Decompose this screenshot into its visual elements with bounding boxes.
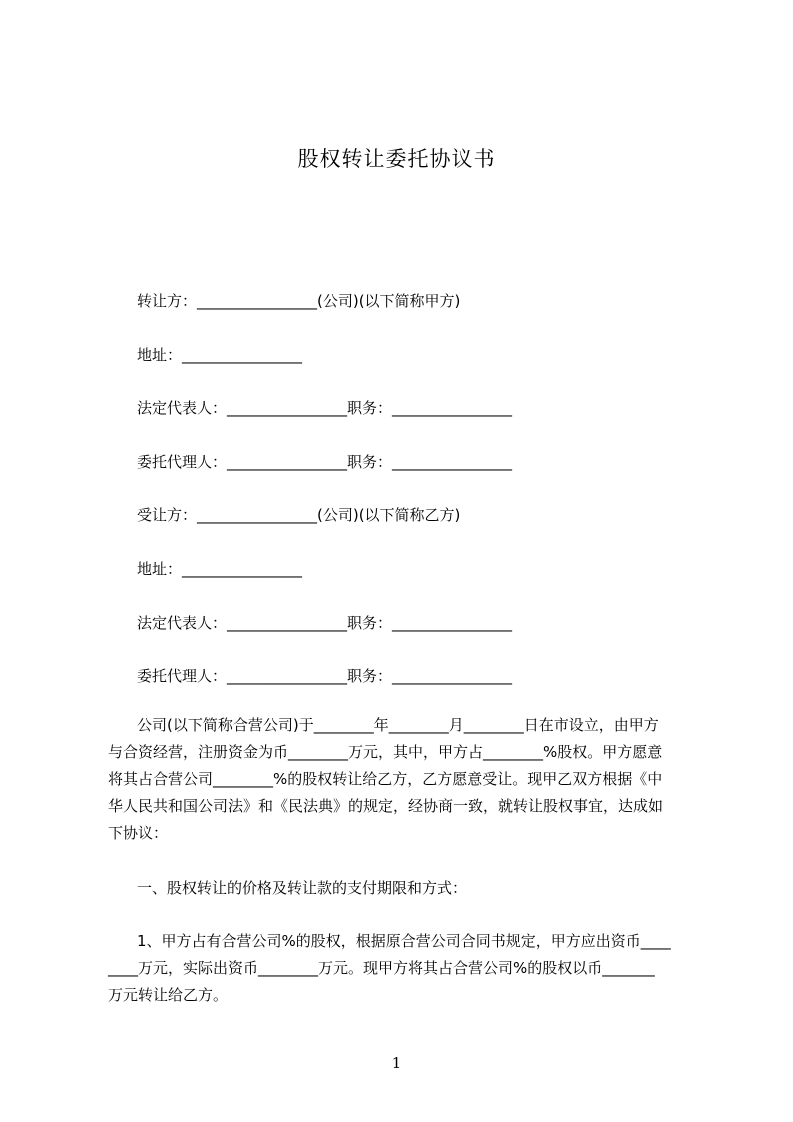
intro-line: 公司(以下简称合营公司)于________年________月________日在市设立，由甲方 (137, 716, 659, 734)
transferee-agent-line: 委托代理人：________________职务：________________ (137, 667, 513, 685)
transferor-address-line: 地址：________________ (137, 346, 303, 364)
intro-paragraph (108, 712, 700, 847)
transferee-line: 受让方：________________(公司)(以下简称乙方) (137, 506, 461, 524)
transferor-agent-line: 委托代理人：________________职务：________________ (137, 453, 513, 471)
transferor-legal-rep-line: 法定代表人：________________职务：________________ (137, 399, 513, 417)
document-title: 股权转让委托协议书 (297, 147, 496, 171)
clause-line: 万元转让给乙方。 (108, 986, 229, 1004)
clause-line: 1、甲方占有合营公司%的股权，根据原合营公司合同书规定，甲方应出资币____ (137, 932, 671, 950)
intro-line: 下协议： (108, 824, 169, 842)
transferor-line: 转让方：________________(公司)(以下简称甲方) (137, 292, 461, 310)
clause-1-paragraph (108, 928, 700, 1009)
page-number: 1 (391, 1054, 402, 1072)
clause-line: ____万元，实际出资币________万元。现甲方将其占合营公司%的股权以币_______ (108, 959, 655, 977)
transferee-address-line: 地址：________________ (137, 560, 303, 578)
transferee-legal-rep-line: 法定代表人：________________职务：________________ (137, 614, 513, 632)
section-1-heading: 一、股权转让的价格及转让款的支付期限和方式： (137, 879, 468, 897)
intro-line: 与合资经营，注册资金为币________万元，其中，甲方占________%股权。甲方愿意 (108, 743, 663, 761)
intro-line: 华人民共和国公司法》和《民法典》的规定，经协商一致，就转让股权事宜，达成如 (108, 797, 664, 815)
intro-line: 将其占合营公司________%的股权转让给乙方，乙方愿意受让。现甲乙双方根据《中 (108, 770, 663, 788)
